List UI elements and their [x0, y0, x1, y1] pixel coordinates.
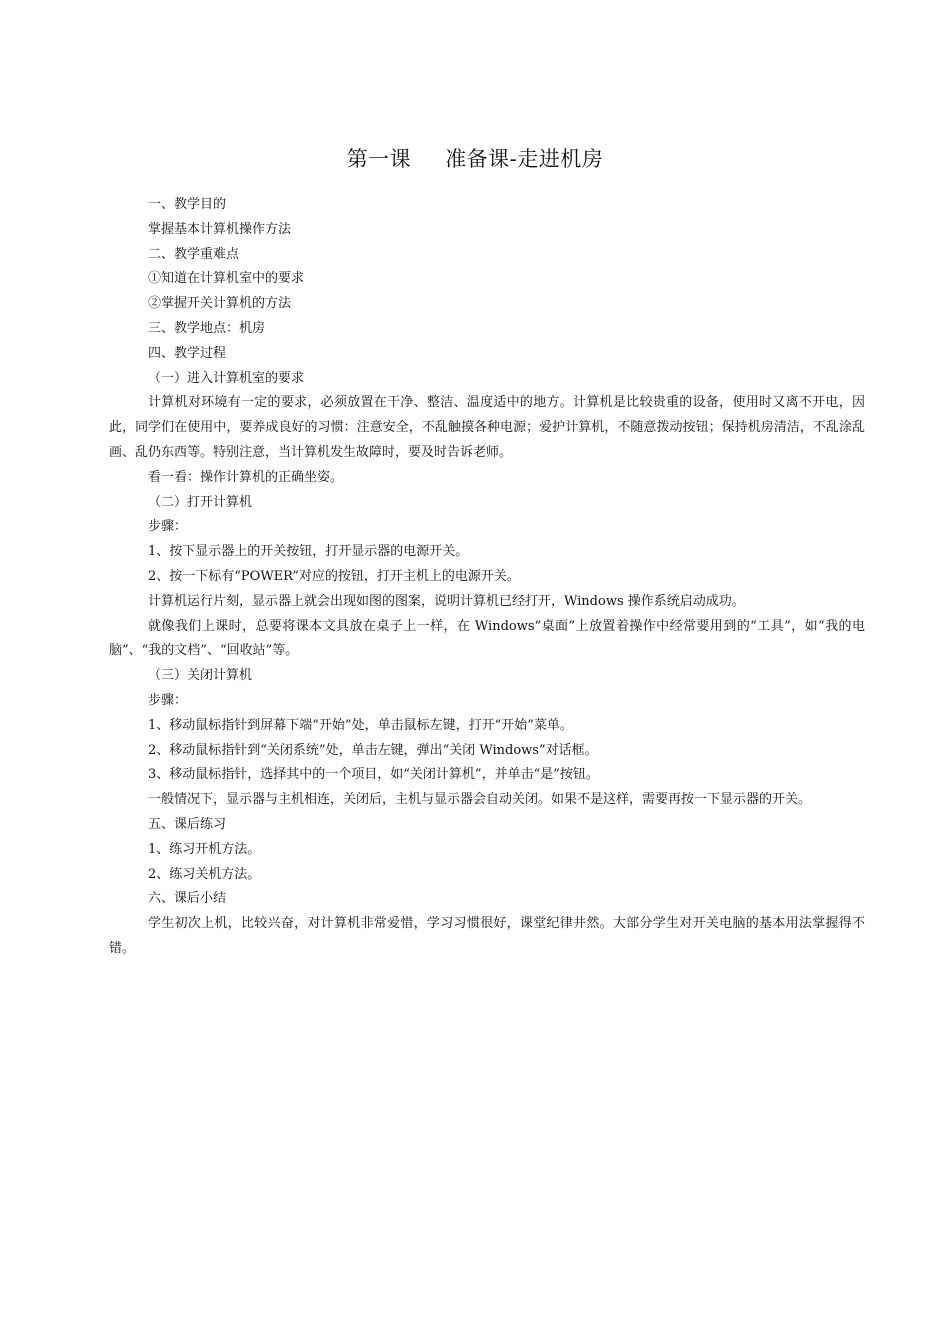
subheading-lab-requirements: （一）进入计算机室的要求 [148, 370, 305, 386]
paragraph-lab-requirements: 计算机对环境有一定的要求，必须放置在干净、整洁、温度适中的地方。计算机是比较贵重的设备，使用时又离不开电，因此，同学们在使用中，要养成良好的习惯：注意安全，不乱触摸各种电源；爱护计算机，不随意拨动按钮；保持机房清洁，不乱涂乱画、乱仍东西等。特别注意，当计算机发生故障时，要及时告诉老师。 [109, 395, 865, 460]
document-body [109, 193, 865, 962]
paragraph-desktop-tools: 就像我们上课时，总要将课本文具放在桌子上一样，在 Windows“桌面”上放置着操作中经常要用到的“工具”，如“我的电脑”、“我的文档”、“回收站”等。 [109, 618, 865, 659]
heading-teaching-process: 四、教学过程 [148, 345, 227, 361]
list-item-power-off-step-2: 2、移动鼠标指针到“关闭系统”处，单击左键，弹出“关闭 Windows”对话框。 [148, 742, 598, 758]
title-lesson-name: 准备课-走进机房 [445, 147, 604, 171]
list-item-power-off-step-1: 1、移动鼠标指针到屏幕下端“开始”处，单击鼠标左键，打开“开始”菜单。 [148, 717, 573, 733]
list-item-power-off-step-3: 3、移动鼠标指针，选择其中的一个项目，如“关闭计算机”，并单击“是”按钮。 [148, 767, 599, 783]
paragraph-sitting-posture: 看一看：操作计算机的正确坐姿。 [148, 469, 344, 485]
label-steps-power-on: 步骤： [148, 519, 188, 535]
subheading-power-on: （二）打开计算机 [148, 494, 253, 510]
list-item-homework-2: 2、练习关机方法。 [148, 866, 261, 882]
heading-teaching-location: 三、教学地点：机房 [148, 320, 266, 336]
paragraph-windows-started: 计算机运行片刻，显示器上就会出现如图的图案，说明计算机已经打开，Windows 操作系统启动成功。 [148, 593, 745, 609]
page-title [0, 143, 950, 175]
subheading-power-off: （三）关闭计算机 [148, 668, 253, 684]
list-item-power-on-step-1: 1、按下显示器上的开关按钮，打开显示器的电源开关。 [148, 544, 469, 560]
title-lesson-number: 第一课 [346, 147, 412, 171]
list-item-key-point-2: ②掌握开关计算机的方法 [148, 296, 292, 312]
heading-homework: 五、课后练习 [148, 816, 227, 832]
paragraph-auto-shutdown: 一般情况下，显示器与主机相连，关闭后，主机与显示器会自动关闭。如果不是这样，需要再按一下显示器的开关。 [148, 792, 812, 808]
heading-teaching-goal: 一、教学目的 [148, 197, 227, 212]
heading-key-points: 二、教学重难点 [148, 246, 240, 262]
list-item-homework-1: 1、练习开机方法。 [148, 841, 261, 857]
paragraph-goal-text: 掌握基本计算机操作方法 [148, 221, 292, 237]
list-item-power-on-step-2: 2、按一下标有“POWER”对应的按钮，打开主机上的电源开关。 [148, 568, 520, 584]
heading-summary: 六、课后小结 [148, 891, 227, 907]
label-steps-power-off: 步骤： [148, 692, 188, 708]
list-item-key-point-1: ①知道在计算机室中的要求 [148, 271, 305, 287]
paragraph-summary: 学生初次上机，比较兴奋，对计算机非常爱惜，学习习惯很好，课堂纪律井然。大部分学生对开关电脑的基本用法掌握得不错。 [109, 916, 865, 956]
